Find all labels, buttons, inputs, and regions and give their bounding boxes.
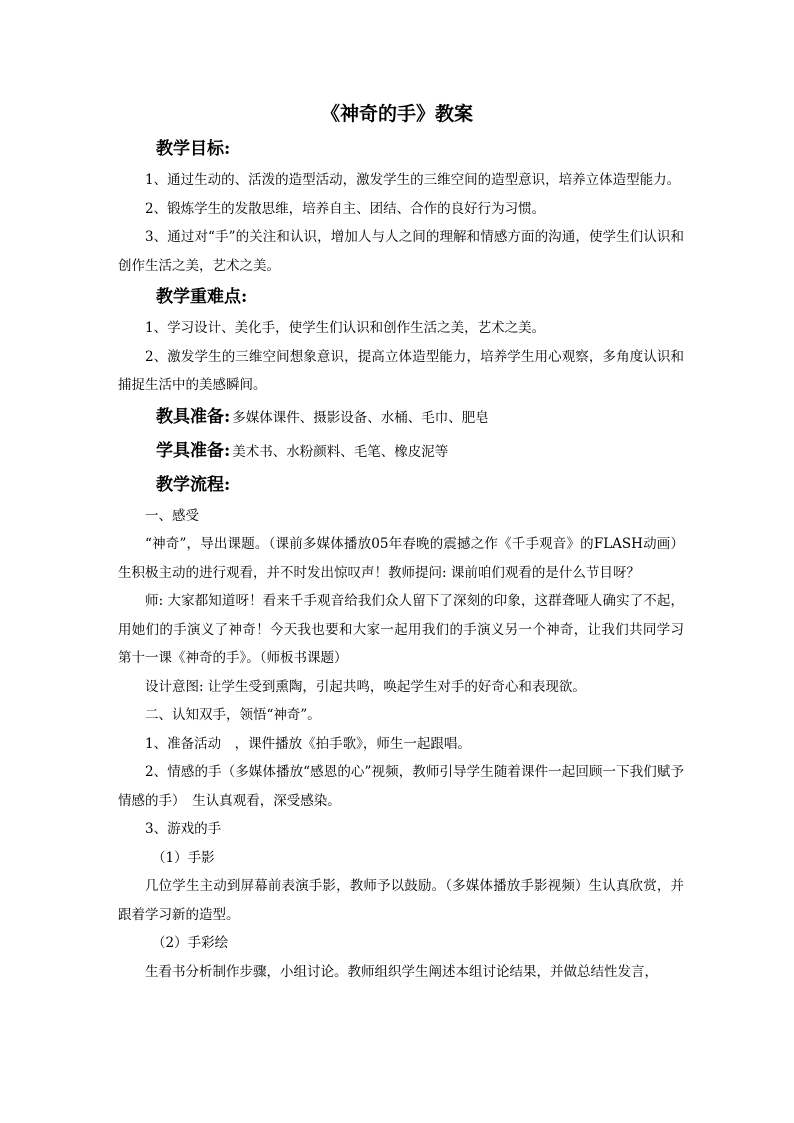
teacher-prep bbox=[118, 405, 684, 430]
flow-item: 生看书分析制作步骤，小组讨论。教师组织学生阐述本组讨论结果，并做总结性发言， bbox=[145, 963, 658, 980]
flow-item: 一、感受 bbox=[145, 507, 199, 524]
goals-heading: 教学目标: bbox=[156, 139, 231, 159]
student-prep bbox=[118, 439, 684, 464]
teacher-prep-label: 教具准备: bbox=[156, 406, 231, 427]
flow-item: （2）手彩绘 bbox=[152, 935, 229, 951]
student-prep-value: 美术书、水粉颜料、毛笔、橡皮泥等 bbox=[232, 443, 449, 460]
flow-item: 师: 大家都知道呀！看来千手观音给我们众人留下了深刻的印象，这群聋哑人确实了不起，用她们的手演义了神奇！今天我也要和大家一起用我们的手演义另一个神奇，让我们共同学习第十一课《神奇的手》。（师板书课题） bbox=[118, 593, 684, 666]
document-title: 《神奇的手》教案 bbox=[320, 103, 473, 125]
teacher-prep-value: 多媒体课件、摄影设备、水桶、毛巾、肥皂 bbox=[232, 409, 489, 426]
goal-item: 3、通过对“手”的关注和认识，增加人与人之间的理解和情感方面的沟通，使学生们认识和创作生活之美，艺术之美。 bbox=[118, 229, 684, 274]
flow-item: 几位学生主动到屏幕前表演手影，教师予以鼓励。（多媒体播放手影视频）生认真欣赏，并跟着学习新的造型。 bbox=[118, 878, 684, 923]
flow-item: 3、游戏的手 bbox=[145, 821, 222, 837]
key-points-heading: 教学重难点: bbox=[156, 287, 248, 307]
flow-item: 1、准备活动 ，课件播放《拍手歌》，师生一起跟唱。 bbox=[145, 735, 471, 752]
goal-item: 1、通过生动的、活泼的造型活动，激发学生的三维空间的造型意识，培养立体造型能力。 bbox=[145, 172, 681, 188]
student-prep-label: 学具准备: bbox=[156, 440, 231, 461]
goal-item: 2、锻炼学生的发散思维，培养自主、团结、合作的良好行为习惯。 bbox=[145, 200, 546, 217]
flow-item: （1）手影 bbox=[152, 849, 215, 866]
flow-item: 设计意图: 让学生受到熏陶，引起共鸣，唤起学生对手的好奇心和表现欲。 bbox=[145, 678, 586, 695]
key-point-item: 1、学习设计、美化手，使学生们认识和创作生活之美，艺术之美。 bbox=[145, 320, 546, 336]
document-body bbox=[118, 137, 684, 986]
flow-item: 二、认知双手，领悟“神奇”。 bbox=[145, 707, 321, 723]
flow-item: “神奇”，导出课题。（课前多媒体播放05年春晚的震撼之作《千手观音》的FLASH动画）生积极主动的进行观看，并不时发出惊叹声！教师提问: 课前咱们观看的是什么节目呀？ bbox=[118, 536, 684, 581]
flow-item: 2、情感的手（多媒体播放“感恩的心”视频，教师引导学生随着课件一起回顾一下我们赋予情感的手） 生认真观看，深受感染。 bbox=[118, 764, 684, 809]
flow-heading: 教学流程: bbox=[156, 474, 231, 495]
key-point-item: 2、激发学生的三维空间想象意识，提高立体造型能力，培养学生用心观察，多角度认识和捕捉生活中的美感瞬间。 bbox=[118, 348, 684, 393]
